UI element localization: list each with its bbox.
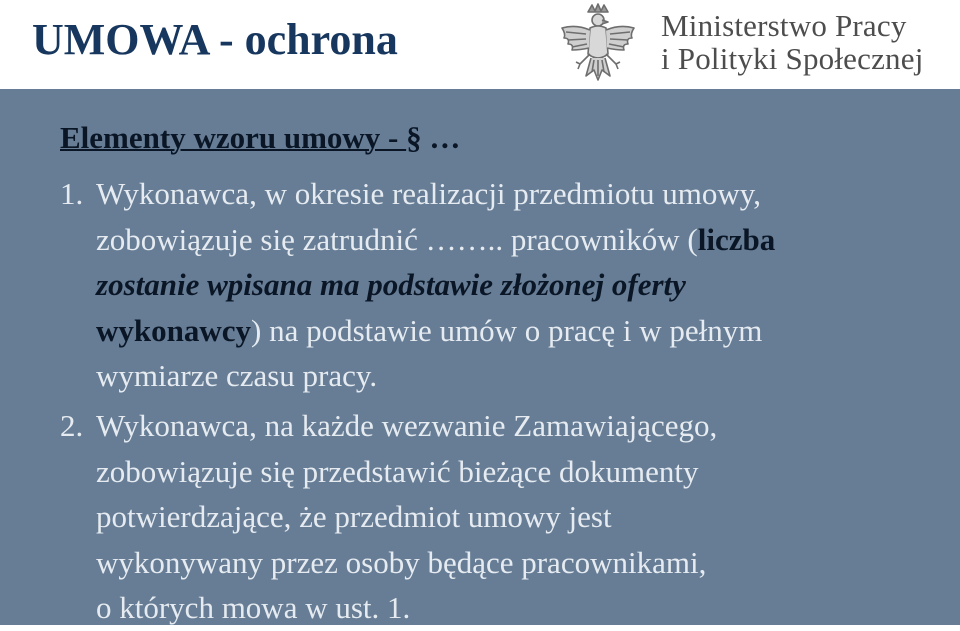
ministry-line-2: i Polityki Społecznej — [661, 41, 924, 76]
item2-line-3: potwierdzające, że przedmiot umowy jest — [96, 499, 612, 534]
item2-line-2: zobowiązuje się przedstawić bieżące dokumenty — [96, 453, 699, 489]
item2-line-4: wykonywany przez osoby będące pracownikami, — [96, 544, 707, 580]
polish-eagle-emblem-icon — [556, 2, 640, 88]
item2-line-1: Wykonawca, na każde wezwanie Zamawiającego, — [96, 408, 718, 443]
item1-line-3 — [60, 262, 940, 308]
item1-line-2-text: zobowiązuje się zatrudnić …….. pracowników ( — [96, 221, 698, 257]
item2-line-5: o których mowa w ust. 1. — [96, 590, 411, 625]
item1-line-1: Wykonawca, w okresie realizacji przedmiotu umowy, — [96, 176, 761, 211]
section-heading — [60, 120, 460, 156]
item1-line-2 — [60, 217, 940, 263]
header-bar — [0, 0, 960, 89]
ministry-logo-text — [661, 9, 924, 75]
section-heading-suffix: § … — [406, 120, 461, 155]
list-item-1 — [60, 171, 940, 399]
item1-line-4-bold: wykonawcy — [96, 312, 252, 348]
list-item-number: 2. — [60, 408, 84, 443]
item1-line-5: wymiarze czasu pracy. — [96, 358, 378, 393]
item1-line-4-text: ) na podstawie umów o pracę i w pełnym — [251, 312, 763, 348]
item1-line-2-bold: liczba — [697, 221, 776, 257]
list-item-2 — [60, 403, 940, 631]
section-heading-underlined: Elementy wzoru umowy - — [60, 120, 407, 155]
item1-line-3-bold-italic: zostanie wpisana ma podstawie złożonej oferty — [96, 267, 686, 302]
content-panel — [0, 89, 960, 625]
list-item-number: 1. — [60, 176, 84, 211]
slide-title: UMOWA - ochrona — [32, 15, 398, 64]
item1-line-4 — [60, 308, 940, 354]
ministry-line-1: Ministerstwo Pracy — [661, 8, 907, 43]
